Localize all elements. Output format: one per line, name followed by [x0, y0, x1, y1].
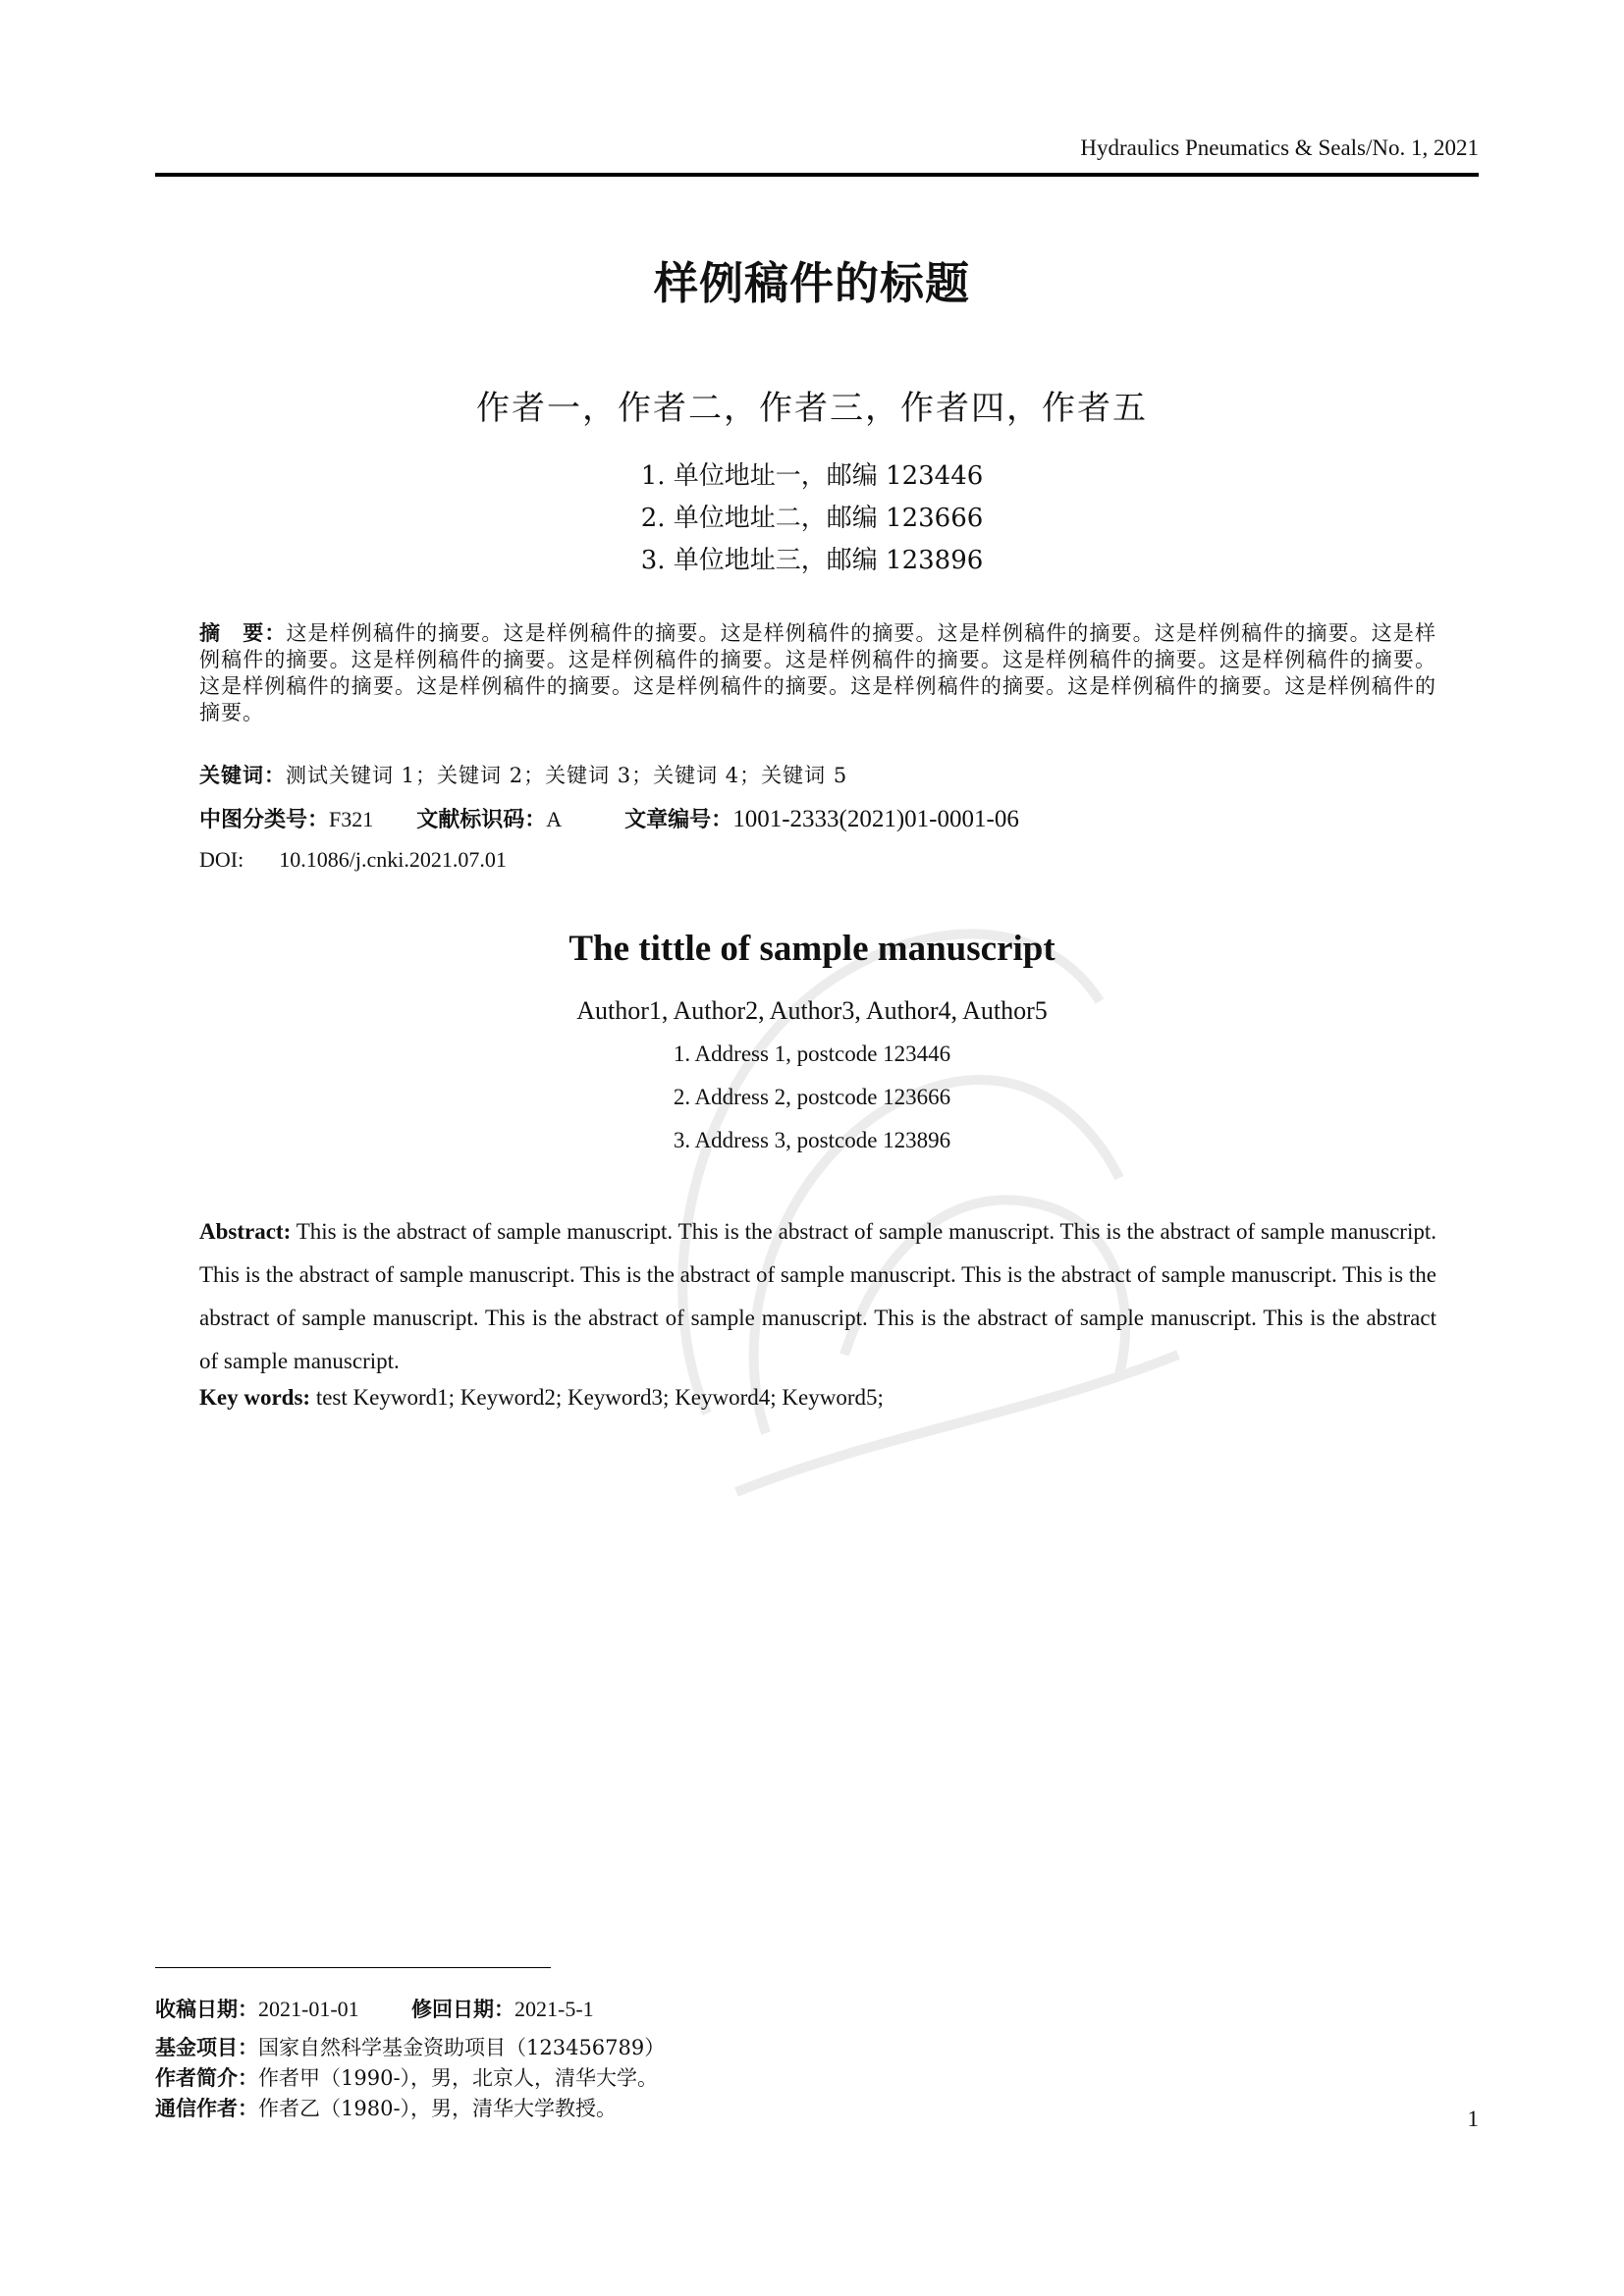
en-keywords [199, 1383, 1436, 1413]
en-affiliation-2: 2. Address 2, postcode 123666 [673, 1085, 951, 1109]
fund-label: 基金项目： [155, 2036, 258, 2059]
footnote-rule [155, 1967, 551, 1968]
en-title: The tittle of sample manuscript [568, 929, 1056, 969]
cn-abstract-label: 摘 要： [199, 621, 287, 645]
received-value: 2021-01-01 [258, 1997, 359, 2021]
revised-label: 修回日期： [411, 1998, 515, 2021]
en-keywords-label: Key words: [199, 1385, 311, 1410]
doccode-label: 文献标识码： [416, 808, 547, 832]
en-abstract [199, 1210, 1436, 1383]
fund-value: 国家自然科学基金资助项目（123456789） [258, 2036, 666, 2059]
cn-abstract [199, 620, 1436, 726]
cn-keywords-label: 关键词： [199, 764, 286, 787]
articleno-value: 1001-2333(2021)01-0001-06 [732, 806, 1019, 832]
cn-affiliation-2: 2. 单位地址二，邮编 123666 [640, 504, 984, 533]
cn-keywords-text: 测试关键词 1；关键词 2；关键词 3；关键词 4；关键词 5 [286, 764, 848, 787]
footnote-fund [155, 2032, 665, 2061]
cn-classification-line [199, 803, 1019, 833]
doi-value: 10.1086/j.cnki.2021.07.01 [279, 847, 507, 872]
clc-value: F321 [329, 807, 374, 831]
en-abstract-label: Abstract: [199, 1219, 292, 1244]
doccode-value: A [546, 807, 563, 831]
received-label: 收稿日期： [155, 1998, 258, 2021]
articleno-label: 文章编号： [624, 808, 733, 832]
en-abstract-text: This is the abstract of sample manuscript. This is the abstract of sample manuscript. This is the abstract of sample manuscript. This is the abstract of sample manuscript. This is the abstract of sample manuscript. This is the abstract of sample manuscript. This is the abstract of sample manuscript. This is the abstract of sample manuscript. This is the abstract of sample manuscript. This is the abstract of sample manuscript. [199, 1219, 1436, 1373]
doi-line [199, 847, 507, 873]
clc-label: 中图分类号： [199, 808, 330, 832]
page-number: 1 [1467, 2107, 1479, 2131]
en-authors: Author1, Author2, Author3, Author4, Author5 [576, 996, 1048, 1025]
en-affiliation-3: 3. Address 3, postcode 123896 [673, 1128, 951, 1152]
header-rule [155, 173, 1479, 177]
bio-label: 作者简介： [155, 2066, 258, 2090]
revised-value: 2021-5-1 [514, 1997, 594, 2021]
cn-abstract-text: 这是样例稿件的摘要。这是样例稿件的摘要。这是样例稿件的摘要。这是样例稿件的摘要。这是样例稿件的摘要。这是样例稿件的摘要。这是样例稿件的摘要。这是样例稿件的摘要。这是样例稿件的摘要。这是样例稿件的摘要。这是样例稿件的摘要。这是样例稿件的摘要。这是样例稿件的摘要。这是样例稿件的摘要。这是样例稿件的摘要。这是样例稿件的摘要。这是样例稿件的摘要。 [199, 621, 1437, 724]
footnote-bio [155, 2062, 658, 2092]
corr-value: 作者乙（1980-），男，清华大学教授。 [258, 2097, 618, 2120]
cn-affiliation-1: 1. 单位地址一，邮编 123446 [640, 461, 984, 491]
journal-header: Hydraulics Pneumatics & Seals/No. 1, 2021 [1080, 135, 1479, 160]
footnote-dates [155, 1994, 594, 2023]
cn-title: 样例稿件的标题 [653, 257, 970, 309]
footnote-corresponding [155, 2093, 617, 2122]
bio-value: 作者甲（1990-），男，北京人，清华大学。 [258, 2066, 659, 2090]
cn-affiliation-3: 3. 单位地址三，邮编 123896 [640, 546, 984, 575]
en-affiliation-1: 1. Address 1, postcode 123446 [673, 1041, 951, 1066]
corr-label: 通信作者： [155, 2097, 258, 2120]
cn-authors: 作者一，作者二，作者三，作者四，作者五 [476, 389, 1148, 428]
cn-keywords [199, 763, 1436, 789]
en-keywords-text: test Keyword1; Keyword2; Keyword3; Keyword4; Keyword5; [315, 1385, 884, 1410]
doi-label: DOI: [199, 847, 244, 872]
